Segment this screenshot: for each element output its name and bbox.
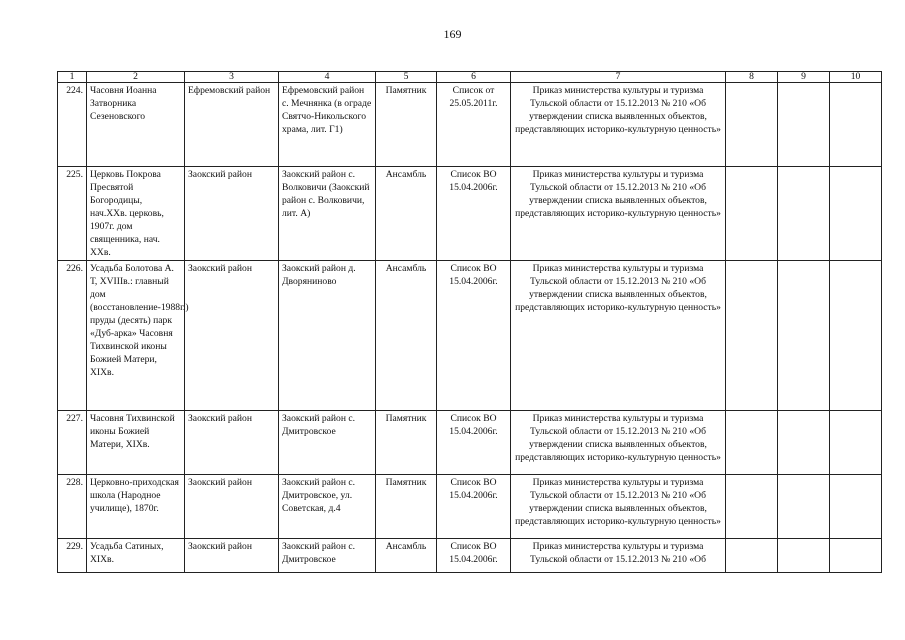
address: Заокский район с. Волковичи (Заокский район с. Волковичи, лит. А) [279, 167, 376, 261]
category: Памятник [376, 83, 437, 167]
column-header: 6 [437, 72, 511, 83]
col9-cell [778, 411, 830, 475]
col9-cell [778, 83, 830, 167]
column-header: 9 [778, 72, 830, 83]
order-reference: Приказ министерства культуры и туризма Тульской области от 15.12.2013 № 210 «Об утверждении списка выявленных объектов, представляющих историко-культурную ценность» [511, 475, 726, 539]
table-row [58, 261, 882, 411]
district: Заокский район [185, 539, 279, 573]
col8-cell [726, 411, 778, 475]
list-reference: Список ВО 15.04.2006г. [437, 539, 511, 573]
category: Памятник [376, 475, 437, 539]
table-row [58, 167, 882, 261]
col9-cell [778, 167, 830, 261]
col9-cell [778, 539, 830, 573]
column-header: 4 [279, 72, 376, 83]
object-name: Церковно-приходская школа (Народное училище), 1870г. [87, 475, 185, 539]
header-row [58, 72, 882, 83]
district: Ефремовский район [185, 83, 279, 167]
district: Заокский район [185, 167, 279, 261]
category: Ансамбль [376, 261, 437, 411]
row-number: 228. [58, 475, 87, 539]
list-reference: Список ВО 15.04.2006г. [437, 261, 511, 411]
address: Заокский район с. Дмитровское [279, 539, 376, 573]
column-header: 5 [376, 72, 437, 83]
district: Заокский район [185, 411, 279, 475]
list-reference: Список ВО 15.04.2006г. [437, 167, 511, 261]
category: Ансамбль [376, 167, 437, 261]
category: Памятник [376, 411, 437, 475]
column-header: 7 [511, 72, 726, 83]
col10-cell [830, 539, 882, 573]
col10-cell [830, 411, 882, 475]
col8-cell [726, 83, 778, 167]
column-header: 10 [830, 72, 882, 83]
list-reference: Список ВО 15.04.2006г. [437, 411, 511, 475]
order-reference: Приказ министерства культуры и туризма Тульской области от 15.12.2013 № 210 «Об утверждении списка выявленных объектов, представляющих историко-культурную ценность» [511, 411, 726, 475]
order-reference: Приказ министерства культуры и туризма Тульской области от 15.12.2013 № 210 «Об [511, 539, 726, 573]
order-reference: Приказ министерства культуры и туризма Тульской области от 15.12.2013 № 210 «Об утверждении списка выявленных объектов, представляющих историко-культурную ценность» [511, 261, 726, 411]
col10-cell [830, 83, 882, 167]
district: Заокский район [185, 475, 279, 539]
row-number: 229. [58, 539, 87, 573]
column-header: 2 [87, 72, 185, 83]
category: Ансамбль [376, 539, 437, 573]
table-row [58, 411, 882, 475]
address: Заокский район с. Дмитровское, ул. Советская, д.4 [279, 475, 376, 539]
col10-cell [830, 167, 882, 261]
list-reference: Список от 25.05.2011г. [437, 83, 511, 167]
row-number: 225. [58, 167, 87, 261]
column-header: 1 [58, 72, 87, 83]
col10-cell [830, 475, 882, 539]
list-reference: Список ВО 15.04.2006г. [437, 475, 511, 539]
order-reference: Приказ министерства культуры и туризма Тульской области от 15.12.2013 № 210 «Об утверждении списка выявленных объектов, представляющих историко-культурную ценность» [511, 83, 726, 167]
table-row [58, 475, 882, 539]
col8-cell [726, 261, 778, 411]
object-name: Часовня Тихвинской иконы Божией Матери, XIXв. [87, 411, 185, 475]
row-number: 227. [58, 411, 87, 475]
row-number: 224. [58, 83, 87, 167]
col9-cell [778, 475, 830, 539]
column-header: 3 [185, 72, 279, 83]
col8-cell [726, 539, 778, 573]
table-row [58, 83, 882, 167]
table-row [58, 539, 882, 573]
object-name: Часовня Иоанна Затворника Сезеновского [87, 83, 185, 167]
col8-cell [726, 475, 778, 539]
address: Заокский район д. Дворяниново [279, 261, 376, 411]
col8-cell [726, 167, 778, 261]
column-header: 8 [726, 72, 778, 83]
col10-cell [830, 261, 882, 411]
page-number: 169 [443, 27, 462, 41]
object-name: Церковь Покрова Пресвятой Богородицы, нач.XXв. церковь, 1907г. дом священника, нач. XXв. [87, 167, 185, 261]
address: Заокский район с. Дмитровское [279, 411, 376, 475]
object-name: Усадьба Сатиных, XIXв. [87, 539, 185, 573]
district: Заокский район [185, 261, 279, 411]
col9-cell [778, 261, 830, 411]
heritage-registry-table [57, 71, 882, 573]
order-reference: Приказ министерства культуры и туризма Тульской области от 15.12.2013 № 210 «Об утверждении списка выявленных объектов, представляющих историко-культурную ценность» [511, 167, 726, 261]
address: Ефремовский район с. Мечнянка (в ограде Святчо-Никольского храма, лит. Г1) [279, 83, 376, 167]
object-name: Усадьба Болотова А. Т, XVIIIв.: главный дом (восстановление-1988г.) пруды (десять) парк «Дуб-арка» Часовня Тихвинской иконы Божией Матери, XIXв. [87, 261, 185, 411]
row-number: 226. [58, 261, 87, 411]
